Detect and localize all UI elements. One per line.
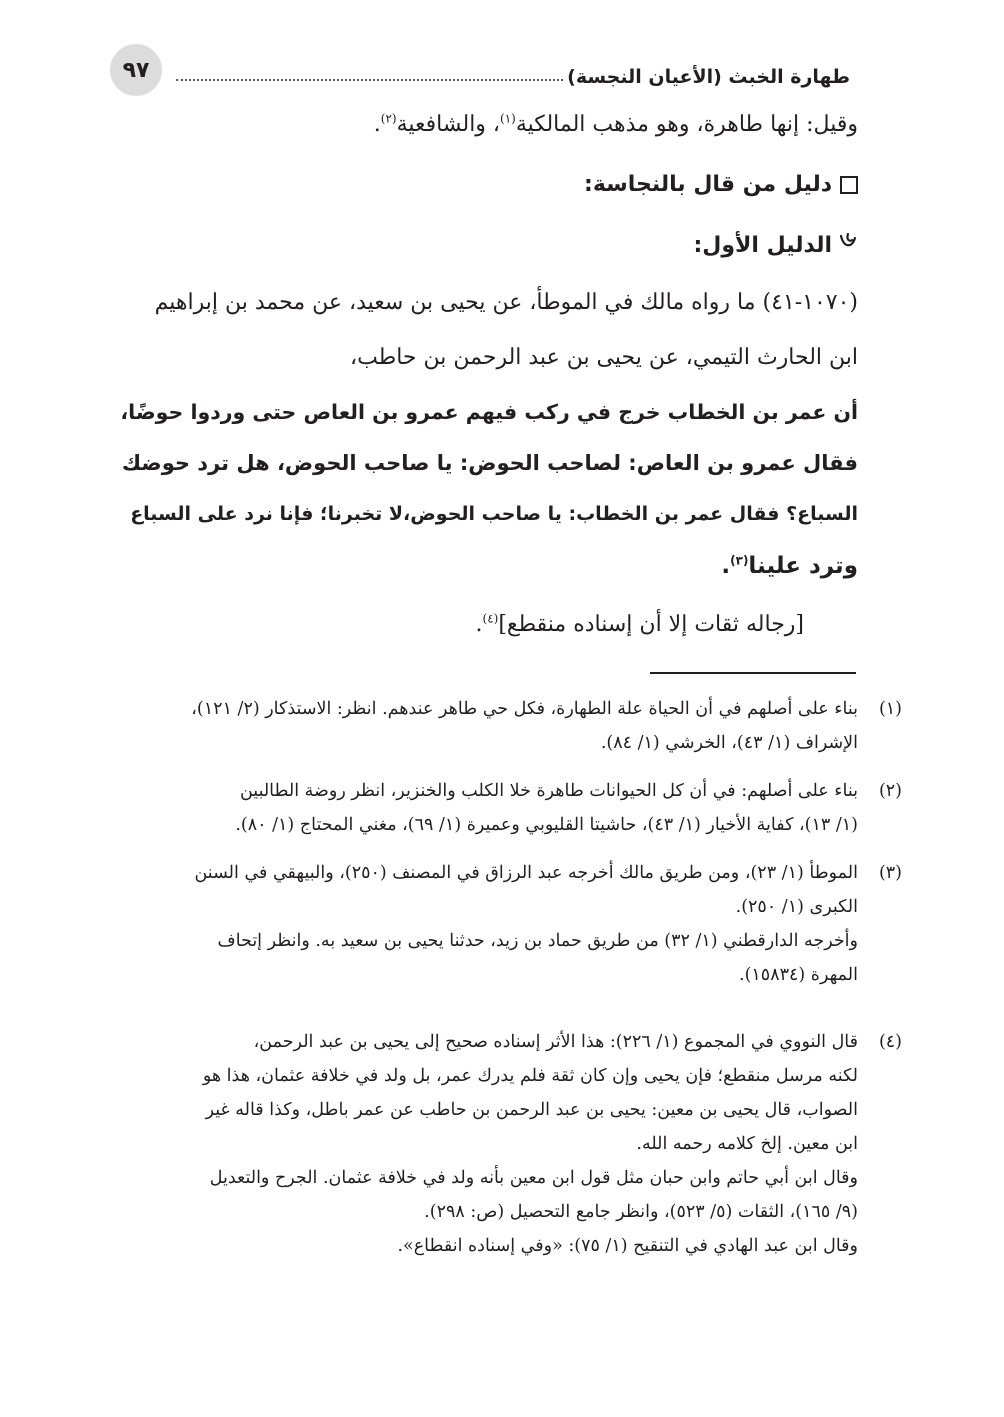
footnote-line: وقال ابن أبي حاتم وابن حبان مثل قول ابن معين بأنه ولد في خلافة عثمان. الجرح والتعديل [209, 1168, 858, 1188]
footnote-line: وأخرجه الدارقطني (١/ ٣٢) من طريق حماد بن زيد، حدثنا يحيى بن سعيد به. وانظر إتحاف [217, 931, 858, 951]
hadith-text: فقال عمرو بن العاص: لصاحب الحوض: يا صاحب الحوض، هل ترد حوضك [121, 451, 858, 475]
footnote-line: بناء على أصلهم: في أن كل الحيوانات طاهرة خلا الكلب والخنزير، انظر روضة الطالبين [239, 781, 858, 801]
footnote-line: (٩/ ١٦٥)، الثقات (٥/ ٥٢٣)، وانظر جامع التحصيل (ص: ٢٩٨). [424, 1202, 858, 1222]
isnad-line [118, 345, 858, 370]
section-heading [118, 172, 858, 197]
hadith-line [118, 553, 858, 579]
footnote-line: (١/ ١٣)، كفاية الأخيار (١/ ٤٣)، حاشيتا القليوبي وعميرة (١/ ٦٩)، مغني المحتاج (١/ ٨٠). [235, 815, 858, 835]
footnote-line: لكنه مرسل منقطع؛ فإن يحيى وإن كان ثقة فلم يدرك عمر، بل ولد في خلافة عثمان، هذا هو [202, 1066, 858, 1086]
hadith-text: السباع؟ فقال عمر بن الخطاب: يا صاحب الحوض،لا تخبرنا؛ فإنا نرد على السباع [130, 503, 858, 525]
dotted-leader [176, 79, 563, 81]
footnote-line: الموطأ (١/ ٢٣)، ومن طريق مالك أخرجه عبد الرزاق في المصنف (٢٥٠)، والبيهقي في السنن [194, 863, 858, 883]
footnote [118, 1025, 902, 1263]
page-number: ٩٧ [122, 57, 150, 83]
ornament-mark-icon [838, 232, 858, 257]
running-title-bar [176, 52, 850, 88]
opinion-text: وقيل: إنها طاهرة، وهو مذهب المالكية [515, 112, 858, 137]
footnote-line: وقال ابن عبد الهادي في التنقيح (١/ ٧٥): «وفي إسناده انقطاع». [397, 1236, 858, 1256]
subsection-heading [118, 232, 858, 258]
footnote-number: (٣) [878, 863, 902, 883]
grading-text: [رجاله ثقات إلا أن إسناده منقطع] [498, 612, 804, 637]
isnad-text: (١٠٧٠-٤١) ما رواه مالك في الموطأ، عن يحيى بن سعيد، عن محمد بن إبراهيم [154, 290, 858, 315]
punctuation: . [373, 112, 381, 137]
opinion-paragraph [118, 112, 858, 137]
hadith-text: أن عمر بن الخطاب خرج في ركب فيهم عمرو بن العاص حتى وردوا حوضًا، [120, 400, 858, 424]
opinion-text-mid: ، والشافعية [396, 112, 501, 137]
footnote-line: الصواب، قال يحيى بن معين: يحيى بن عبد الرحمن بن حاطب عن عمر باطل، وكذا قاله غير [205, 1100, 858, 1120]
footnote-ref[interactable]: (٢) [380, 111, 397, 126]
grading-line [64, 612, 804, 637]
footnote [118, 692, 902, 760]
footnote-number: (٤) [878, 1032, 902, 1052]
running-title: طهارة الخبث (الأعيان النجسة) [567, 66, 850, 88]
footnote-line: ابن معين. إلخ كلامه رحمه الله. [636, 1134, 858, 1154]
isnad-line [118, 290, 858, 315]
heading-text: الدليل الأول: [693, 233, 832, 258]
footnote-separator [650, 672, 856, 674]
square-bullet-icon [840, 176, 858, 194]
footnote-line: قال النووي في المجموع (١/ ٢٢٦): هذا الأثر إسناده صحيح إلى يحيى بن عبد الرحمن، [253, 1032, 858, 1052]
footnote-line: الكبرى (١/ ٢٥٠). [735, 897, 858, 917]
page-number-badge [110, 44, 162, 96]
punctuation: . [475, 612, 483, 637]
hadith-line [118, 503, 858, 525]
footnote-line: بناء على أصلهم في أن الحياة علة الطهارة، فكل حي طاهر عندهم. انظر: الاستذكار (٢/ ١٢١)، [191, 699, 858, 719]
punctuation: . [721, 553, 731, 579]
footnote-line: الإشراف (١/ ٤٣)، الخرشي (١/ ٨٤). [600, 733, 858, 753]
footnote-ref[interactable]: (٤) [482, 611, 499, 626]
footnote-ref[interactable]: (٣) [730, 553, 749, 568]
footnote-ref[interactable]: (١) [500, 111, 516, 126]
heading-text: دليل من قال بالنجاسة: [584, 172, 832, 197]
isnad-text: ابن الحارث التيمي، عن يحيى بن عبد الرحمن بن حاطب، [350, 345, 858, 370]
hadith-line [118, 400, 858, 424]
page-header [110, 44, 850, 100]
hadith-line [118, 451, 858, 475]
footnote [118, 856, 902, 992]
hadith-text: وترد علينا [748, 553, 858, 579]
footnote-number: (٢) [878, 781, 902, 801]
footnote-number: (١) [878, 699, 902, 719]
footnote [118, 774, 902, 842]
footnote-line: المهرة (١٥٨٣٤). [739, 965, 858, 985]
